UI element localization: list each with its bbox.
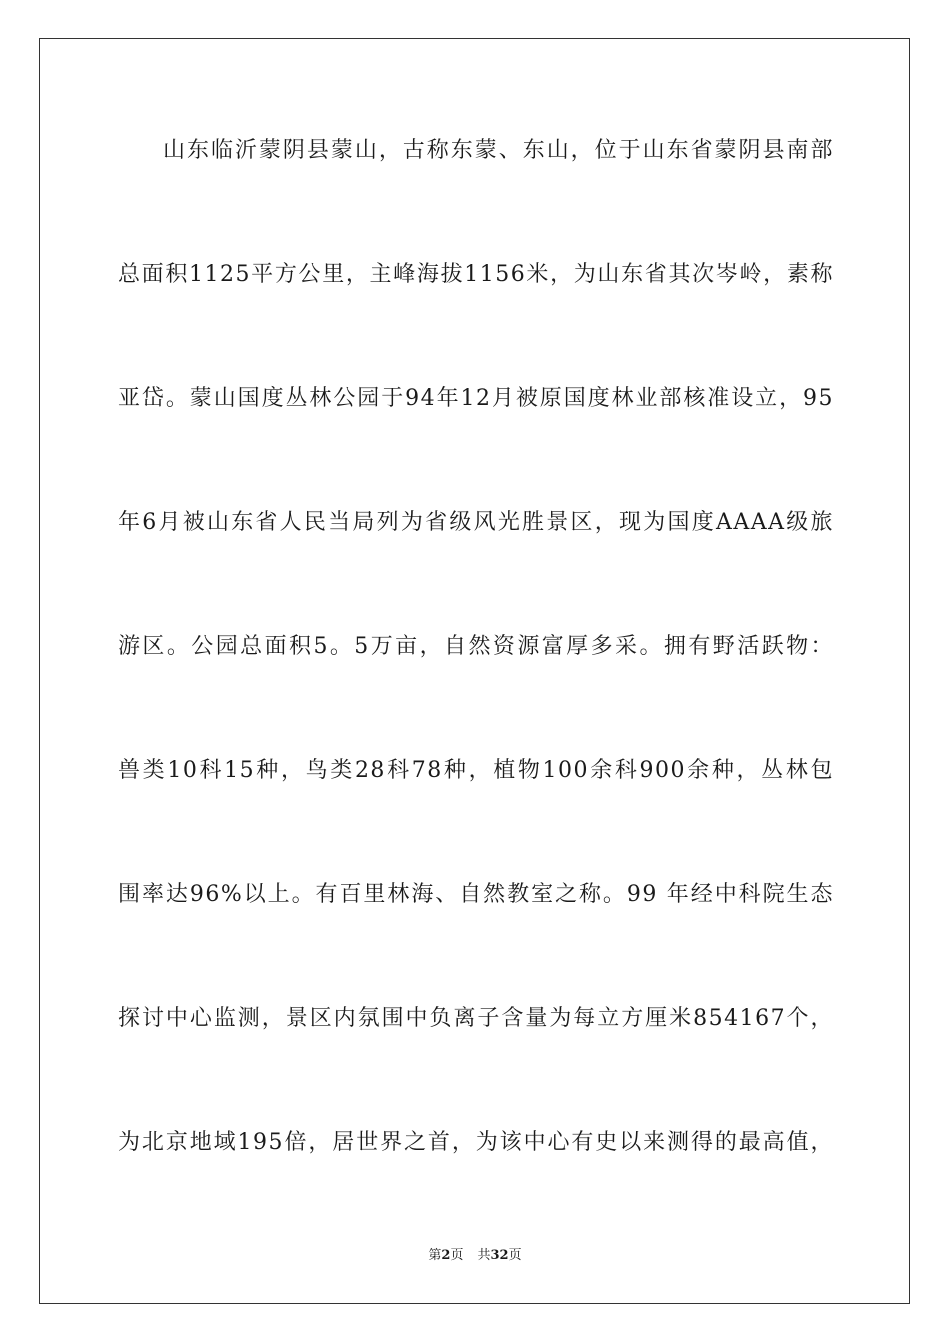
paragraph-line: 探讨中心监测，景区内氛围中负离子含量为每立方厘米854167个， bbox=[118, 1006, 834, 1031]
page-border bbox=[39, 38, 910, 1304]
page-number: 2 bbox=[441, 1248, 451, 1263]
paragraph-line: 兽类10科15种，鸟类28科78种，植物100余科900余种，丛林包 bbox=[118, 758, 834, 783]
paragraph-line: 围率达96%以上。有百里林海、自然教室之称。99 年经中科院生态 bbox=[118, 882, 834, 907]
paragraph-line: 亚岱。蒙山国度丛林公园于94年12月被原国度林业部核准设立，95 bbox=[118, 386, 835, 411]
page-footer bbox=[0, 1247, 950, 1265]
total-suffix: 页 bbox=[508, 1248, 522, 1263]
page-prefix: 第 bbox=[428, 1248, 442, 1263]
paragraph-line: 总面积1125平方公里，主峰海拔1156米，为山东省其次岑岭，素称 bbox=[118, 262, 834, 287]
total-pages: 32 bbox=[490, 1248, 509, 1263]
paragraph-line: 为北京地域195倍，居世界之首，为该中心有史以来测得的最高值， bbox=[118, 1130, 834, 1155]
paragraph-line: 游区。公园总面积5。5万亩，自然资源富厚多采。拥有野活跃物： bbox=[118, 634, 834, 659]
paragraph-line: 年6月被山东省人民当局列为省级风光胜景区，现为国度AAAA级旅 bbox=[118, 510, 834, 535]
total-prefix: 共 bbox=[477, 1248, 491, 1263]
paragraph-line: 山东临沂蒙阴县蒙山，古称东蒙、东山，位于山东省蒙阴县南部 bbox=[163, 138, 834, 163]
page-suffix: 页 bbox=[450, 1248, 464, 1263]
